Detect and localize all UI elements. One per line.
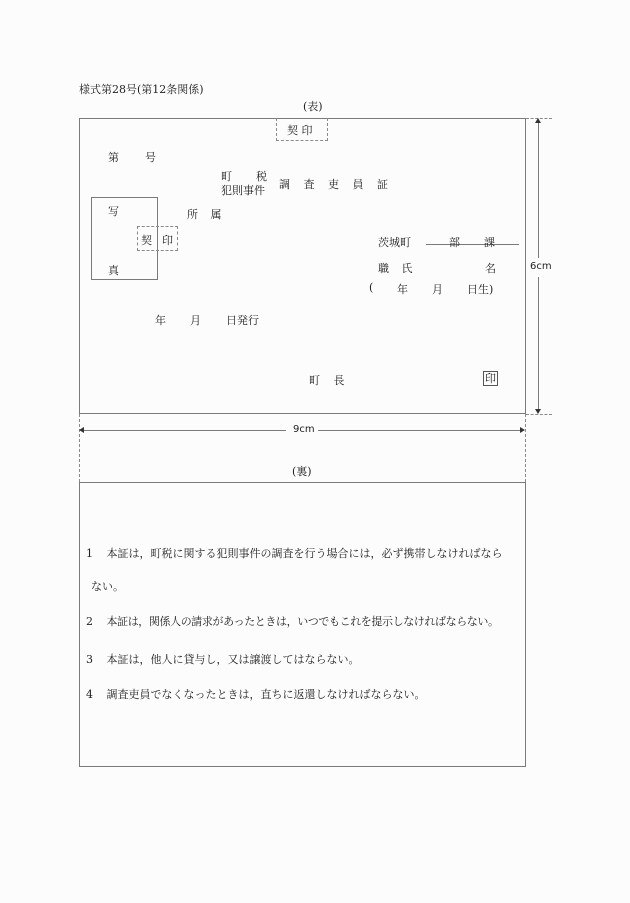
- height-dimension-label: 6cm: [530, 261, 552, 272]
- back-item-text: 本証は，関係人の請求があったときは，いつでもこれを提示しなければならない。: [106, 615, 499, 628]
- title-prefix-hansoku: 犯則事件: [221, 184, 265, 197]
- mayor-seal: 印: [485, 372, 496, 385]
- card-title: 調 査 吏 員 証: [279, 178, 391, 191]
- photo-label-top: 写: [108, 205, 119, 218]
- back-item-num: 1: [86, 547, 93, 560]
- photo-label-bottom: 真: [108, 264, 119, 277]
- issued-month: 月: [190, 314, 201, 327]
- back-item-num: 3: [86, 653, 93, 666]
- back-item-text: 調査吏員でなくなったときは，直ちに返還しなければならない。: [106, 688, 426, 701]
- dim-bottom-extension: [526, 414, 552, 415]
- birth-month: 月: [432, 283, 443, 296]
- department-bu: 部: [449, 236, 460, 249]
- kei-in-photo-left: 契: [141, 234, 152, 247]
- title-prefix-cho: 町: [221, 170, 232, 183]
- dim-height-line-top: [538, 120, 539, 258]
- back-item-2: [86, 613, 499, 629]
- birth-day: 日生): [467, 283, 494, 296]
- back-item-text: 本証は，町税に関する犯則事件の調査を行う場合には，必ず携帯しなければなら: [106, 547, 503, 560]
- dim-right-extension: [525, 414, 526, 482]
- kei-in-top-label: 契 印: [287, 124, 313, 137]
- front-label: (表): [303, 100, 323, 113]
- number-dai: 第: [108, 151, 119, 164]
- back-item-num: 2: [86, 615, 93, 628]
- back-label: (裏): [292, 465, 312, 478]
- number-go: 号: [145, 151, 156, 164]
- job-title-name-label: 職 氏: [378, 262, 416, 275]
- issued-day: 日発行: [226, 314, 259, 327]
- mayor-label: 町 長: [309, 374, 348, 387]
- kei-in-photo-right: 印: [162, 234, 173, 247]
- dim-height-line-bottom: [538, 277, 539, 412]
- affiliation-label: 所 属: [187, 208, 225, 221]
- dim-width-line-left: [81, 430, 286, 431]
- name-suffix: 名: [485, 262, 496, 275]
- back-item-4: [86, 686, 426, 702]
- arrow-up-icon: [535, 118, 541, 123]
- birth-open: (: [369, 281, 374, 294]
- issued-year: 年: [155, 314, 166, 327]
- form-title: 様式第28号(第12条関係): [79, 83, 204, 96]
- town-name: 茨城町: [378, 236, 411, 249]
- back-item-num: 4: [86, 688, 93, 701]
- title-prefix-zei: 税: [256, 170, 267, 183]
- department-underline: [426, 244, 519, 245]
- back-item-1-cont: ない。: [91, 580, 124, 593]
- arrow-left-icon: [79, 427, 84, 433]
- dim-left-extension: [79, 414, 80, 482]
- width-dimension-label: 9cm: [293, 424, 315, 435]
- back-item-1: [86, 545, 503, 561]
- back-item-text: 本証は，他人に貸与し，又は譲渡してはならない。: [106, 653, 360, 666]
- dim-width-line-right: [318, 430, 523, 431]
- department-ka: 課: [484, 236, 495, 249]
- arrow-down-icon: [535, 409, 541, 414]
- back-item-3: [86, 651, 360, 667]
- arrow-right-icon: [520, 427, 525, 433]
- birth-year: 年: [397, 283, 408, 296]
